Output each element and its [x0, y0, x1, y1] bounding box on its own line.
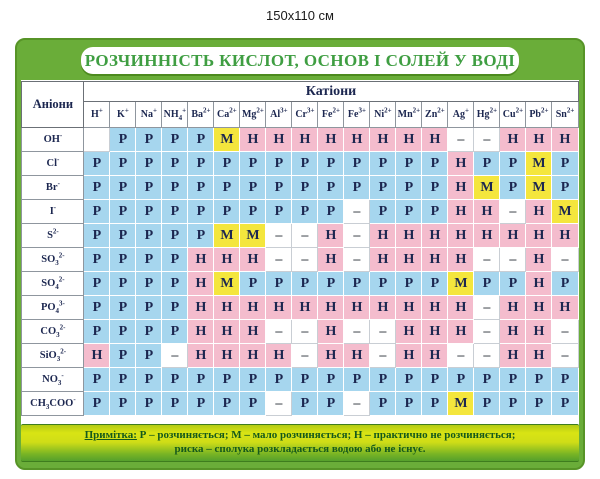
cation-header-cell: $Ba^{2+}$	[188, 102, 214, 128]
solubility-cell: Р	[136, 296, 162, 320]
solubility-cell: Н	[188, 272, 214, 296]
solubility-cell: М	[552, 200, 578, 224]
solubility-cell: Р	[292, 200, 318, 224]
solubility-cell: Р	[500, 392, 526, 416]
solubility-cell: Н	[396, 344, 422, 368]
cation-header-cell: $Pb^{2+}$	[526, 102, 552, 128]
solubility-cell: Н	[266, 128, 292, 152]
solubility-cell: Н	[240, 344, 266, 368]
solubility-cell: Р	[500, 176, 526, 200]
solubility-cell: Р	[162, 128, 188, 152]
solubility-cell: –	[370, 344, 396, 368]
solubility-cell: Р	[214, 392, 240, 416]
solubility-cell: Р	[110, 344, 136, 368]
solubility-cell: –	[266, 224, 292, 248]
solubility-cell: Н	[266, 344, 292, 368]
solubility-cell: Н	[214, 296, 240, 320]
solubility-cell: Р	[526, 392, 552, 416]
solubility-cell: Р	[84, 392, 110, 416]
solubility-cell: Р	[318, 368, 344, 392]
solubility-cell: Н	[448, 152, 474, 176]
solubility-cell: Р	[396, 368, 422, 392]
solubility-cell: Р	[84, 272, 110, 296]
solubility-cell: Н	[448, 248, 474, 272]
solubility-cell: М	[214, 128, 240, 152]
solubility-cell: Н	[188, 248, 214, 272]
solubility-cell: Н	[500, 344, 526, 368]
solubility-cell: Р	[370, 368, 396, 392]
solubility-cell: Р	[136, 392, 162, 416]
solubility-cell: Р	[84, 200, 110, 224]
table-row	[22, 344, 578, 368]
table-row	[22, 176, 578, 200]
solubility-cell: –	[292, 320, 318, 344]
solubility-cell: Р	[292, 152, 318, 176]
solubility-cell: Н	[500, 320, 526, 344]
cation-header-cell: $Mn^{2+}$	[396, 102, 422, 128]
solubility-cell: –	[552, 344, 578, 368]
solubility-cell: Р	[474, 152, 500, 176]
solubility-cell: Р	[292, 368, 318, 392]
solubility-cell: Н	[266, 296, 292, 320]
anion-header-cell: $CO_3^{2-}$	[22, 320, 84, 344]
cation-header-cell: $NH_4^+$	[162, 102, 188, 128]
solubility-cell: Р	[110, 128, 136, 152]
solubility-cell: Н	[214, 344, 240, 368]
solubility-cell: Р	[136, 344, 162, 368]
solubility-cell: Н	[500, 128, 526, 152]
solubility-cell: Н	[526, 224, 552, 248]
solubility-cell: Р	[240, 392, 266, 416]
solubility-cell: Н	[448, 296, 474, 320]
solubility-cell: Н	[318, 344, 344, 368]
solubility-cell: Р	[188, 152, 214, 176]
solubility-cell: Н	[396, 296, 422, 320]
solubility-cell: Р	[162, 152, 188, 176]
solubility-cell: Р	[318, 176, 344, 200]
table-row	[22, 392, 578, 416]
solubility-cell: Р	[110, 272, 136, 296]
cation-header-cell: $Hg^{2+}$	[474, 102, 500, 128]
solubility-cell: Р	[552, 368, 578, 392]
solubility-cell: Н	[370, 224, 396, 248]
solubility-cell: М	[214, 272, 240, 296]
table-row	[22, 320, 578, 344]
solubility-cell: Н	[318, 128, 344, 152]
solubility-cell: Р	[474, 392, 500, 416]
solubility-cell: Р	[370, 200, 396, 224]
solubility-cell: М	[240, 224, 266, 248]
solubility-cell: Р	[344, 272, 370, 296]
size-label: 150х110 см	[266, 8, 334, 23]
solubility-cell: Н	[552, 128, 578, 152]
solubility-cell: Р	[552, 176, 578, 200]
solubility-cell: Р	[136, 368, 162, 392]
solubility-cell: Р	[552, 272, 578, 296]
solubility-cell: Н	[214, 248, 240, 272]
anion-header-cell: OH-	[22, 128, 84, 152]
solubility-cell: Р	[84, 248, 110, 272]
solubility-cell: –	[266, 248, 292, 272]
solubility-cell: Р	[318, 200, 344, 224]
solubility-cell: Р	[214, 176, 240, 200]
solubility-cell: Р	[136, 320, 162, 344]
solubility-cell: Н	[318, 248, 344, 272]
solubility-cell: Р	[500, 368, 526, 392]
solubility-cell: Н	[526, 344, 552, 368]
solubility-cell: –	[266, 392, 292, 416]
cation-header-cell: $Ni^{2+}$	[370, 102, 396, 128]
solubility-cell: М	[526, 152, 552, 176]
cation-header-cell: $Fe^{3+}$	[344, 102, 370, 128]
solubility-cell: Н	[240, 320, 266, 344]
cation-header-cell: $Ca^{2+}$	[214, 102, 240, 128]
solubility-cell: Н	[526, 248, 552, 272]
table-row	[22, 152, 578, 176]
solubility-cell: Р	[474, 368, 500, 392]
solubility-cell: Р	[422, 272, 448, 296]
solubility-cell: М	[526, 176, 552, 200]
solubility-cell: Р	[136, 176, 162, 200]
solubility-cell: Р	[266, 200, 292, 224]
cation-header-cell: $Mg^{2+}$	[240, 102, 266, 128]
solubility-cell: Р	[240, 200, 266, 224]
solubility-cell: Р	[370, 392, 396, 416]
note-label: Примітка:	[84, 429, 137, 442]
solubility-cell: Р	[136, 224, 162, 248]
poster-title-pill	[81, 47, 519, 74]
solubility-cell: Н	[344, 344, 370, 368]
solubility-table	[21, 81, 578, 416]
solubility-cell: Р	[136, 152, 162, 176]
table-row	[22, 248, 578, 272]
anion-header-cell: $NO_3^-$	[22, 368, 84, 392]
poster-title: РОЗЧИННІСТЬ КИСЛОТ, ОСНОВ І СОЛЕЙ У ВОДІ	[84, 50, 516, 70]
solubility-cell: Р	[188, 200, 214, 224]
corner-header-anions: Аніони	[22, 82, 84, 128]
anion-header-cell: SiO$_3^{2-}$	[22, 344, 84, 368]
solubility-cell: Н	[370, 248, 396, 272]
solubility-cell: Р	[240, 368, 266, 392]
anion-header-cell: $PO_4^{3-}$	[22, 296, 84, 320]
table-row	[22, 368, 578, 392]
solubility-cell: Н	[370, 296, 396, 320]
solubility-cell: –	[292, 248, 318, 272]
solubility-cell: –	[344, 224, 370, 248]
solubility-cell: Р	[162, 368, 188, 392]
solubility-cell: Н	[474, 200, 500, 224]
solubility-cell: –	[266, 320, 292, 344]
solubility-cell: Р	[84, 296, 110, 320]
solubility-cell: Н	[240, 248, 266, 272]
solubility-cell: –	[474, 296, 500, 320]
solubility-cell: Н	[188, 296, 214, 320]
solubility-cell: Р	[162, 176, 188, 200]
solubility-cell: Р	[370, 176, 396, 200]
solubility-cell: Н	[344, 296, 370, 320]
solubility-cell: Р	[552, 392, 578, 416]
solubility-cell: Р	[110, 200, 136, 224]
solubility-cell: Н	[396, 224, 422, 248]
solubility-cell: –	[370, 320, 396, 344]
solubility-cell: Р	[292, 392, 318, 416]
solubility-cell: Р	[422, 176, 448, 200]
solubility-cell: М	[448, 392, 474, 416]
solubility-cell: Н	[344, 128, 370, 152]
solubility-cell: Р	[292, 272, 318, 296]
solubility-table-wrap	[21, 80, 579, 426]
solubility-cell: Н	[240, 128, 266, 152]
cation-header-cell: $Zn^{2+}$	[422, 102, 448, 128]
solubility-cell: Р	[110, 392, 136, 416]
solubility-cell: Н	[396, 128, 422, 152]
solubility-cell: Р	[266, 272, 292, 296]
solubility-cell: –	[292, 344, 318, 368]
table-row	[22, 224, 578, 248]
solubility-cell: М	[474, 176, 500, 200]
note-line-1-text: Р – розчиняється; М – мало розчиняється; Н – практично не розчиняється;	[136, 429, 516, 442]
solubility-cell: Н	[292, 296, 318, 320]
solubility-cell: Р	[396, 200, 422, 224]
solubility-cell: Н	[552, 296, 578, 320]
solubility-cell: Н	[448, 200, 474, 224]
solubility-cell: Н	[214, 320, 240, 344]
solubility-cell: Р	[214, 368, 240, 392]
solubility-cell: Н	[500, 296, 526, 320]
solubility-cell: Р	[266, 176, 292, 200]
solubility-cell: Р	[422, 200, 448, 224]
solubility-cell: Н	[552, 224, 578, 248]
solubility-cell: Н	[292, 128, 318, 152]
solubility-cell: Р	[344, 152, 370, 176]
solubility-cell: Р	[318, 392, 344, 416]
cation-header-cell: $Cr^{3+}$	[292, 102, 318, 128]
solubility-cell: Р	[344, 176, 370, 200]
anion-header-cell: I-	[22, 200, 84, 224]
solubility-cell: –	[474, 128, 500, 152]
solubility-cell: Р	[136, 272, 162, 296]
solubility-cell: Н	[422, 320, 448, 344]
solubility-cell: Р	[162, 296, 188, 320]
anion-header-cell: $SO_3^{2-}$	[22, 248, 84, 272]
solubility-cell: Р	[162, 392, 188, 416]
solubility-cell: Н	[422, 296, 448, 320]
solubility-cell: Р	[240, 272, 266, 296]
solubility-cell: –	[474, 248, 500, 272]
solubility-cell: Н	[318, 224, 344, 248]
solubility-cell: Н	[448, 224, 474, 248]
solubility-cell: –	[344, 248, 370, 272]
cation-header-cell: K+	[110, 102, 136, 128]
solubility-cell: Р	[162, 224, 188, 248]
solubility-cell: Р	[422, 392, 448, 416]
solubility-cell: Р	[84, 152, 110, 176]
solubility-cell: Н	[84, 344, 110, 368]
note-line-1	[85, 429, 516, 443]
solubility-cell: Н	[526, 296, 552, 320]
solubility-cell: Н	[318, 320, 344, 344]
cation-header-cell: Na+	[136, 102, 162, 128]
solubility-cell: Н	[370, 128, 396, 152]
solubility-cell: Р	[344, 368, 370, 392]
solubility-cell: Р	[370, 152, 396, 176]
solubility-cell: –	[292, 224, 318, 248]
solubility-cell: Н	[448, 176, 474, 200]
solubility-cell	[84, 128, 110, 152]
solubility-cell: Н	[396, 248, 422, 272]
table-row	[22, 128, 578, 152]
anion-header-cell: Cl-	[22, 152, 84, 176]
solubility-cell: Р	[240, 152, 266, 176]
solubility-cell: Н	[526, 128, 552, 152]
solubility-cell: –	[448, 344, 474, 368]
solubility-cell: Р	[110, 152, 136, 176]
anion-header-cell: Br-	[22, 176, 84, 200]
group-header-cations: Катіони	[84, 82, 578, 102]
solubility-cell: Р	[84, 224, 110, 248]
solubility-cell: –	[162, 344, 188, 368]
solubility-cell: Р	[110, 224, 136, 248]
solubility-cell: Н	[474, 224, 500, 248]
solubility-cell: –	[344, 392, 370, 416]
cation-header-cell: H+	[84, 102, 110, 128]
solubility-cell: Р	[188, 176, 214, 200]
solubility-cell: –	[474, 320, 500, 344]
solubility-cell: Р	[110, 248, 136, 272]
solubility-cell: Р	[422, 152, 448, 176]
solubility-cell: Р	[110, 368, 136, 392]
solubility-cell: Р	[110, 320, 136, 344]
solubility-cell: Р	[84, 320, 110, 344]
solubility-cell: Р	[292, 176, 318, 200]
solubility-cell: Р	[266, 368, 292, 392]
solubility-cell: Р	[396, 272, 422, 296]
solubility-cell: Н	[422, 128, 448, 152]
solubility-cell: М	[448, 272, 474, 296]
cation-header-cell: $Al^{3+}$	[266, 102, 292, 128]
table-row	[22, 272, 578, 296]
solubility-cell: Р	[240, 176, 266, 200]
solubility-cell: Р	[370, 272, 396, 296]
solubility-cell: Н	[526, 272, 552, 296]
solubility-cell: Р	[526, 368, 552, 392]
solubility-cell: Р	[422, 368, 448, 392]
cation-header-cell: $Fe^{2+}$	[318, 102, 344, 128]
solubility-cell: Р	[396, 392, 422, 416]
solubility-cell: Р	[266, 152, 292, 176]
anion-header-cell: $CH_3COO^-$	[22, 392, 84, 416]
solubility-cell: –	[474, 344, 500, 368]
solubility-cell: Н	[526, 200, 552, 224]
solubility-cell: Н	[422, 224, 448, 248]
solubility-cell: Р	[84, 176, 110, 200]
anion-header-cell: $SO_4^{2-}$	[22, 272, 84, 296]
anion-header-cell: $S^{2-}$	[22, 224, 84, 248]
solubility-cell: –	[500, 248, 526, 272]
solubility-cell: –	[500, 200, 526, 224]
solubility-cell: –	[344, 320, 370, 344]
solubility-cell: Р	[214, 152, 240, 176]
solubility-cell: Р	[396, 176, 422, 200]
solubility-cell: Н	[448, 320, 474, 344]
solubility-cell: Н	[240, 296, 266, 320]
cation-header-cell: $Sn^{2+}$	[552, 102, 578, 128]
solubility-cell: Р	[136, 200, 162, 224]
note-line-2: риска – сполука розкладається водою або не існує.	[174, 443, 426, 455]
solubility-cell: Р	[188, 128, 214, 152]
solubility-cell: Р	[84, 368, 110, 392]
solubility-cell: Р	[162, 248, 188, 272]
solubility-cell: М	[214, 224, 240, 248]
solubility-cell: Р	[500, 152, 526, 176]
solubility-cell: –	[552, 248, 578, 272]
solubility-cell: Р	[214, 200, 240, 224]
solubility-cell: Р	[448, 368, 474, 392]
note-bar	[21, 424, 579, 462]
solubility-cell: –	[448, 128, 474, 152]
solubility-cell: Р	[136, 128, 162, 152]
cation-header-cell: Ag+	[448, 102, 474, 128]
solubility-cell: Р	[110, 296, 136, 320]
solubility-cell: Р	[188, 368, 214, 392]
solubility-cell: Р	[318, 272, 344, 296]
solubility-cell: –	[344, 200, 370, 224]
solubility-cell: Н	[500, 224, 526, 248]
solubility-cell: Р	[500, 272, 526, 296]
solubility-cell: Н	[422, 248, 448, 272]
table-row	[22, 296, 578, 320]
solubility-cell: Р	[188, 392, 214, 416]
solubility-cell: Р	[552, 152, 578, 176]
solubility-cell: Р	[318, 152, 344, 176]
solubility-cell: Р	[162, 272, 188, 296]
solubility-cell: Н	[396, 320, 422, 344]
table-row	[22, 200, 578, 224]
cation-header-cell: $Cu^{2+}$	[500, 102, 526, 128]
solubility-cell: Р	[396, 152, 422, 176]
solubility-cell: –	[552, 320, 578, 344]
solubility-cell: Р	[188, 224, 214, 248]
solubility-cell: Р	[474, 272, 500, 296]
solubility-cell: Н	[422, 344, 448, 368]
solubility-cell: Р	[162, 200, 188, 224]
solubility-poster	[15, 38, 585, 470]
solubility-cell: Р	[162, 320, 188, 344]
solubility-cell: Н	[188, 344, 214, 368]
solubility-cell: Н	[188, 320, 214, 344]
solubility-cell: Н	[318, 296, 344, 320]
solubility-cell: Р	[136, 248, 162, 272]
solubility-cell: Р	[110, 176, 136, 200]
solubility-cell: Н	[526, 320, 552, 344]
